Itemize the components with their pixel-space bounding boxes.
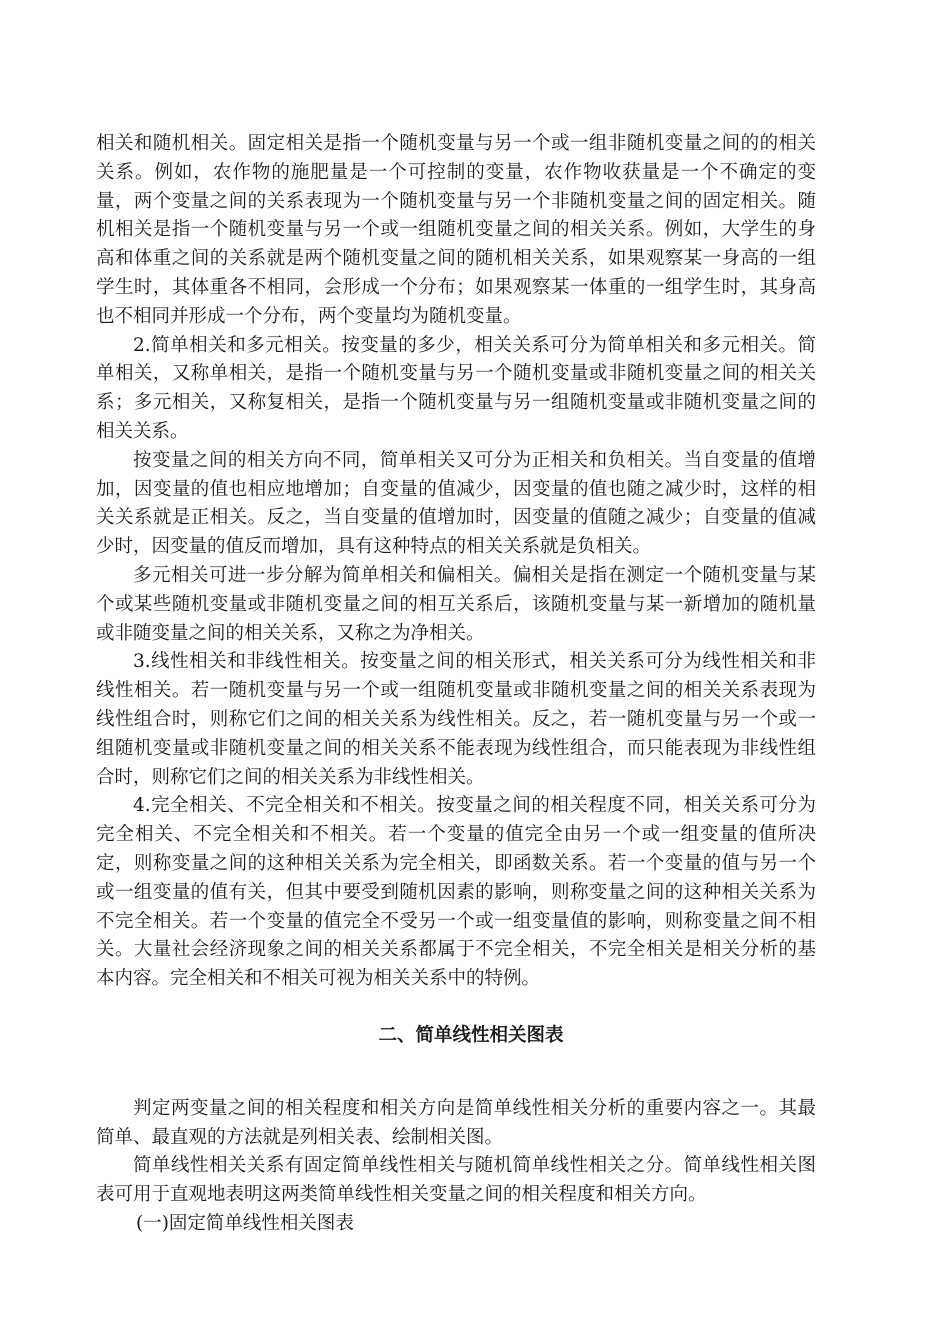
paragraph-fixed-random-correlation: 相关和随机相关。固定相关是指一个随机变量与另一个或一组非随机变量之间的的相关关系。例如，农作物的施肥量是一个可控制的变量，农作物收获量是一个不确定的变量，两个变量之间的关系表现为一个随机变量与另一个非随机变量之间的固定相关。随机相关是指一个随机变量与另一个或一组随机变量之间的相关关系。例如，大学生的身高和体重之间的关系就是两个随机变量之间的随机相关关系，如果观察某一身高的一组学生时，其体重各不相同，会形成一个分布；如果观察某一体重的一组学生时，其身高也不相同并形成一个分布，两个变量均为随机变量。 xyxy=(96,133,816,327)
paragraph-complete-incomplete-correlation: 4.完全相关、不完全相关和不相关。按变量之间的相关程度不同，相关关系可分为完全相关、不完全相关和不相关。若一个变量的值完全由另一个或一组变量的值所决定，则称变量之间的这种相关关系为完全相关，即函数关系。若一个变量的值与另一个或一组变量的值有关，但其中要受到随机因素的影响，则称变量之间的这种相关关系为不完全相关。若一个变量的值完全不受另一个或一组变量值的影响，则称变量之间不相关。大量社会经济现象之间的相关关系都属于不完全相关，不完全相关是相关分析的基本内容。完全相关和不相关可视为相关关系中的特例。 xyxy=(96,795,816,990)
document-page xyxy=(96,130,816,1239)
section-heading: 二、简单线性相关图表 xyxy=(378,1024,564,1046)
paragraph-simple-multiple-correlation: 2.简单相关和多元相关。按变量的多少，相关关系可分为简单相关和多元相关。简单相关，又称单相关，是指一个随机变量与另一个随机变量或非随机变量之间的相关关系；多元相关，又称复相关，是指一个随机变量与另一组随机变量或非随机变量之间的相关关系。 xyxy=(96,334,816,442)
paragraph-correlation-table-intro: 判定两变量之间的相关程度和相关方向是简单线性相关分析的重要内容之一。其最简单、最直观的方法就是列相关表、绘制相关图。 xyxy=(96,1097,816,1148)
paragraph-simple-linear-types: 简单线性相关关系有固定简单线性相关与随机简单线性相关之分。简单线性相关图表可用于直观地表明这两类简单线性相关变量之间的相关程度和相关方向。 xyxy=(96,1155,816,1206)
paragraph-linear-nonlinear-correlation: 3.线性相关和非线性相关。按变量之间的相关形式，相关关系可分为线性相关和非线性相关。若一随机变量与另一个或一组随机变量或非随机变量之间的相关关系表现为线性组合时，则称它们之间的相关关系为线性相关。反之，若一随机变量与另一个或一组随机变量或非随机变量之间的相关关系不能表现为线性组合，而只能表现为非线性组合时，则称它们之间的相关关系为非线性相关。 xyxy=(96,651,816,788)
subsection-heading: (一)固定简单线性相关图表 xyxy=(136,1212,354,1234)
paragraph-positive-negative-correlation: 按变量之间的相关方向不同，简单相关又可分为正相关和负相关。当自变量的值增加，因变量的值也相应地增加；自变量的值减少，因变量的值也随之减少时，这样的相关关系就是正相关。反之，当自变量的值增加时，因变量的值随之减少；自变量的值减少时，因变量的值反而增加，具有这种特点的相关关系就是负相关。 xyxy=(96,449,816,558)
paragraph-partial-correlation: 多元相关可进一步分解为简单相关和偏相关。偏相关是指在测定一个随机变量与某个或某些随机变量或非随机变量之间的相互关系后，该随机变量与某一新增加的随机量或非随变量之间的相关关系，又称之为净相关。 xyxy=(96,564,816,644)
